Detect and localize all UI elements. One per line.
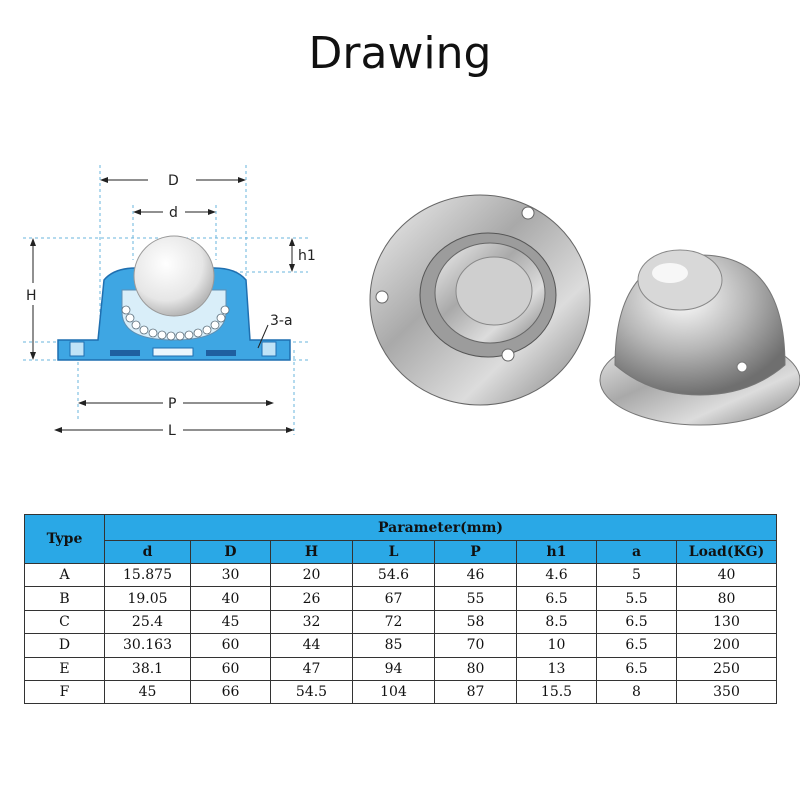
table-cell: 15.875 [105, 564, 191, 587]
spec-table-body [25, 564, 777, 704]
technical-drawing [18, 160, 316, 445]
dim-d-label: d [169, 205, 178, 221]
table-cell: 10 [517, 634, 597, 657]
column-header-row [25, 541, 777, 564]
table-row [25, 587, 777, 610]
table-cell: 6.5 [517, 587, 597, 610]
col-header: D [191, 541, 271, 564]
table-cell: 45 [105, 680, 191, 703]
row-type-cell: E [25, 657, 105, 680]
table-cell: 26 [271, 587, 353, 610]
table-row [25, 634, 777, 657]
table-cell: 4.6 [517, 564, 597, 587]
table-row [25, 564, 777, 587]
table-cell: 54.5 [271, 680, 353, 703]
table-cell: 15.5 [517, 680, 597, 703]
table-cell: 250 [677, 657, 777, 680]
dim-P-label: P [168, 396, 177, 412]
table-cell: 46 [435, 564, 517, 587]
table-cell: 30.163 [105, 634, 191, 657]
table-cell: 130 [677, 610, 777, 633]
table-cell: 40 [191, 587, 271, 610]
table-cell: 60 [191, 657, 271, 680]
table-cell: 66 [191, 680, 271, 703]
table-cell: 30 [191, 564, 271, 587]
type-header: Type [25, 515, 105, 564]
row-type-cell: B [25, 587, 105, 610]
table-cell: 8.5 [517, 610, 597, 633]
table-cell: 85 [353, 634, 435, 657]
dim-h1-label: h1 [298, 248, 316, 264]
dim-H-label: H [26, 288, 37, 304]
dim-L-label: L [168, 423, 176, 439]
table-cell: 55 [435, 587, 517, 610]
table-cell: 200 [677, 634, 777, 657]
table-cell: 67 [353, 587, 435, 610]
table-cell: 5 [597, 564, 677, 587]
page-title: Drawing [308, 28, 492, 79]
table-cell: 6.5 [597, 657, 677, 680]
table-cell: 72 [353, 610, 435, 633]
table-row [25, 657, 777, 680]
table-cell: 40 [677, 564, 777, 587]
table-cell: 60 [191, 634, 271, 657]
row-type-cell: C [25, 610, 105, 633]
table-cell: 104 [353, 680, 435, 703]
table-cell: 8 [597, 680, 677, 703]
table-cell: 38.1 [105, 657, 191, 680]
col-header: P [435, 541, 517, 564]
table-cell: 80 [677, 587, 777, 610]
col-header: L [353, 541, 435, 564]
col-header: d [105, 541, 191, 564]
row-type-cell: D [25, 634, 105, 657]
col-header: a [597, 541, 677, 564]
spec-table [24, 514, 777, 704]
table-cell: 94 [353, 657, 435, 680]
product-photo [370, 195, 800, 435]
dim-D-label: D [168, 173, 179, 189]
table-row [25, 680, 777, 703]
table-cell: 20 [271, 564, 353, 587]
parameter-header: Parameter(mm) [105, 515, 777, 541]
table-cell: 45 [191, 610, 271, 633]
table-cell: 350 [677, 680, 777, 703]
table-cell: 87 [435, 680, 517, 703]
col-header: h1 [517, 541, 597, 564]
table-cell: 54.6 [353, 564, 435, 587]
col-header: Load(KG) [677, 541, 777, 564]
row-type-cell: F [25, 680, 105, 703]
table-cell: 25.4 [105, 610, 191, 633]
table-cell: 6.5 [597, 610, 677, 633]
row-type-cell: A [25, 564, 105, 587]
col-header: H [271, 541, 353, 564]
table-cell: 58 [435, 610, 517, 633]
table-cell: 13 [517, 657, 597, 680]
table-cell: 6.5 [597, 634, 677, 657]
table-row [25, 610, 777, 633]
table-cell: 19.05 [105, 587, 191, 610]
table-cell: 32 [271, 610, 353, 633]
dim-a-label: 3-a [270, 313, 293, 329]
table-cell: 70 [435, 634, 517, 657]
table-cell: 47 [271, 657, 353, 680]
table-cell: 44 [271, 634, 353, 657]
table-cell: 80 [435, 657, 517, 680]
table-cell: 5.5 [597, 587, 677, 610]
